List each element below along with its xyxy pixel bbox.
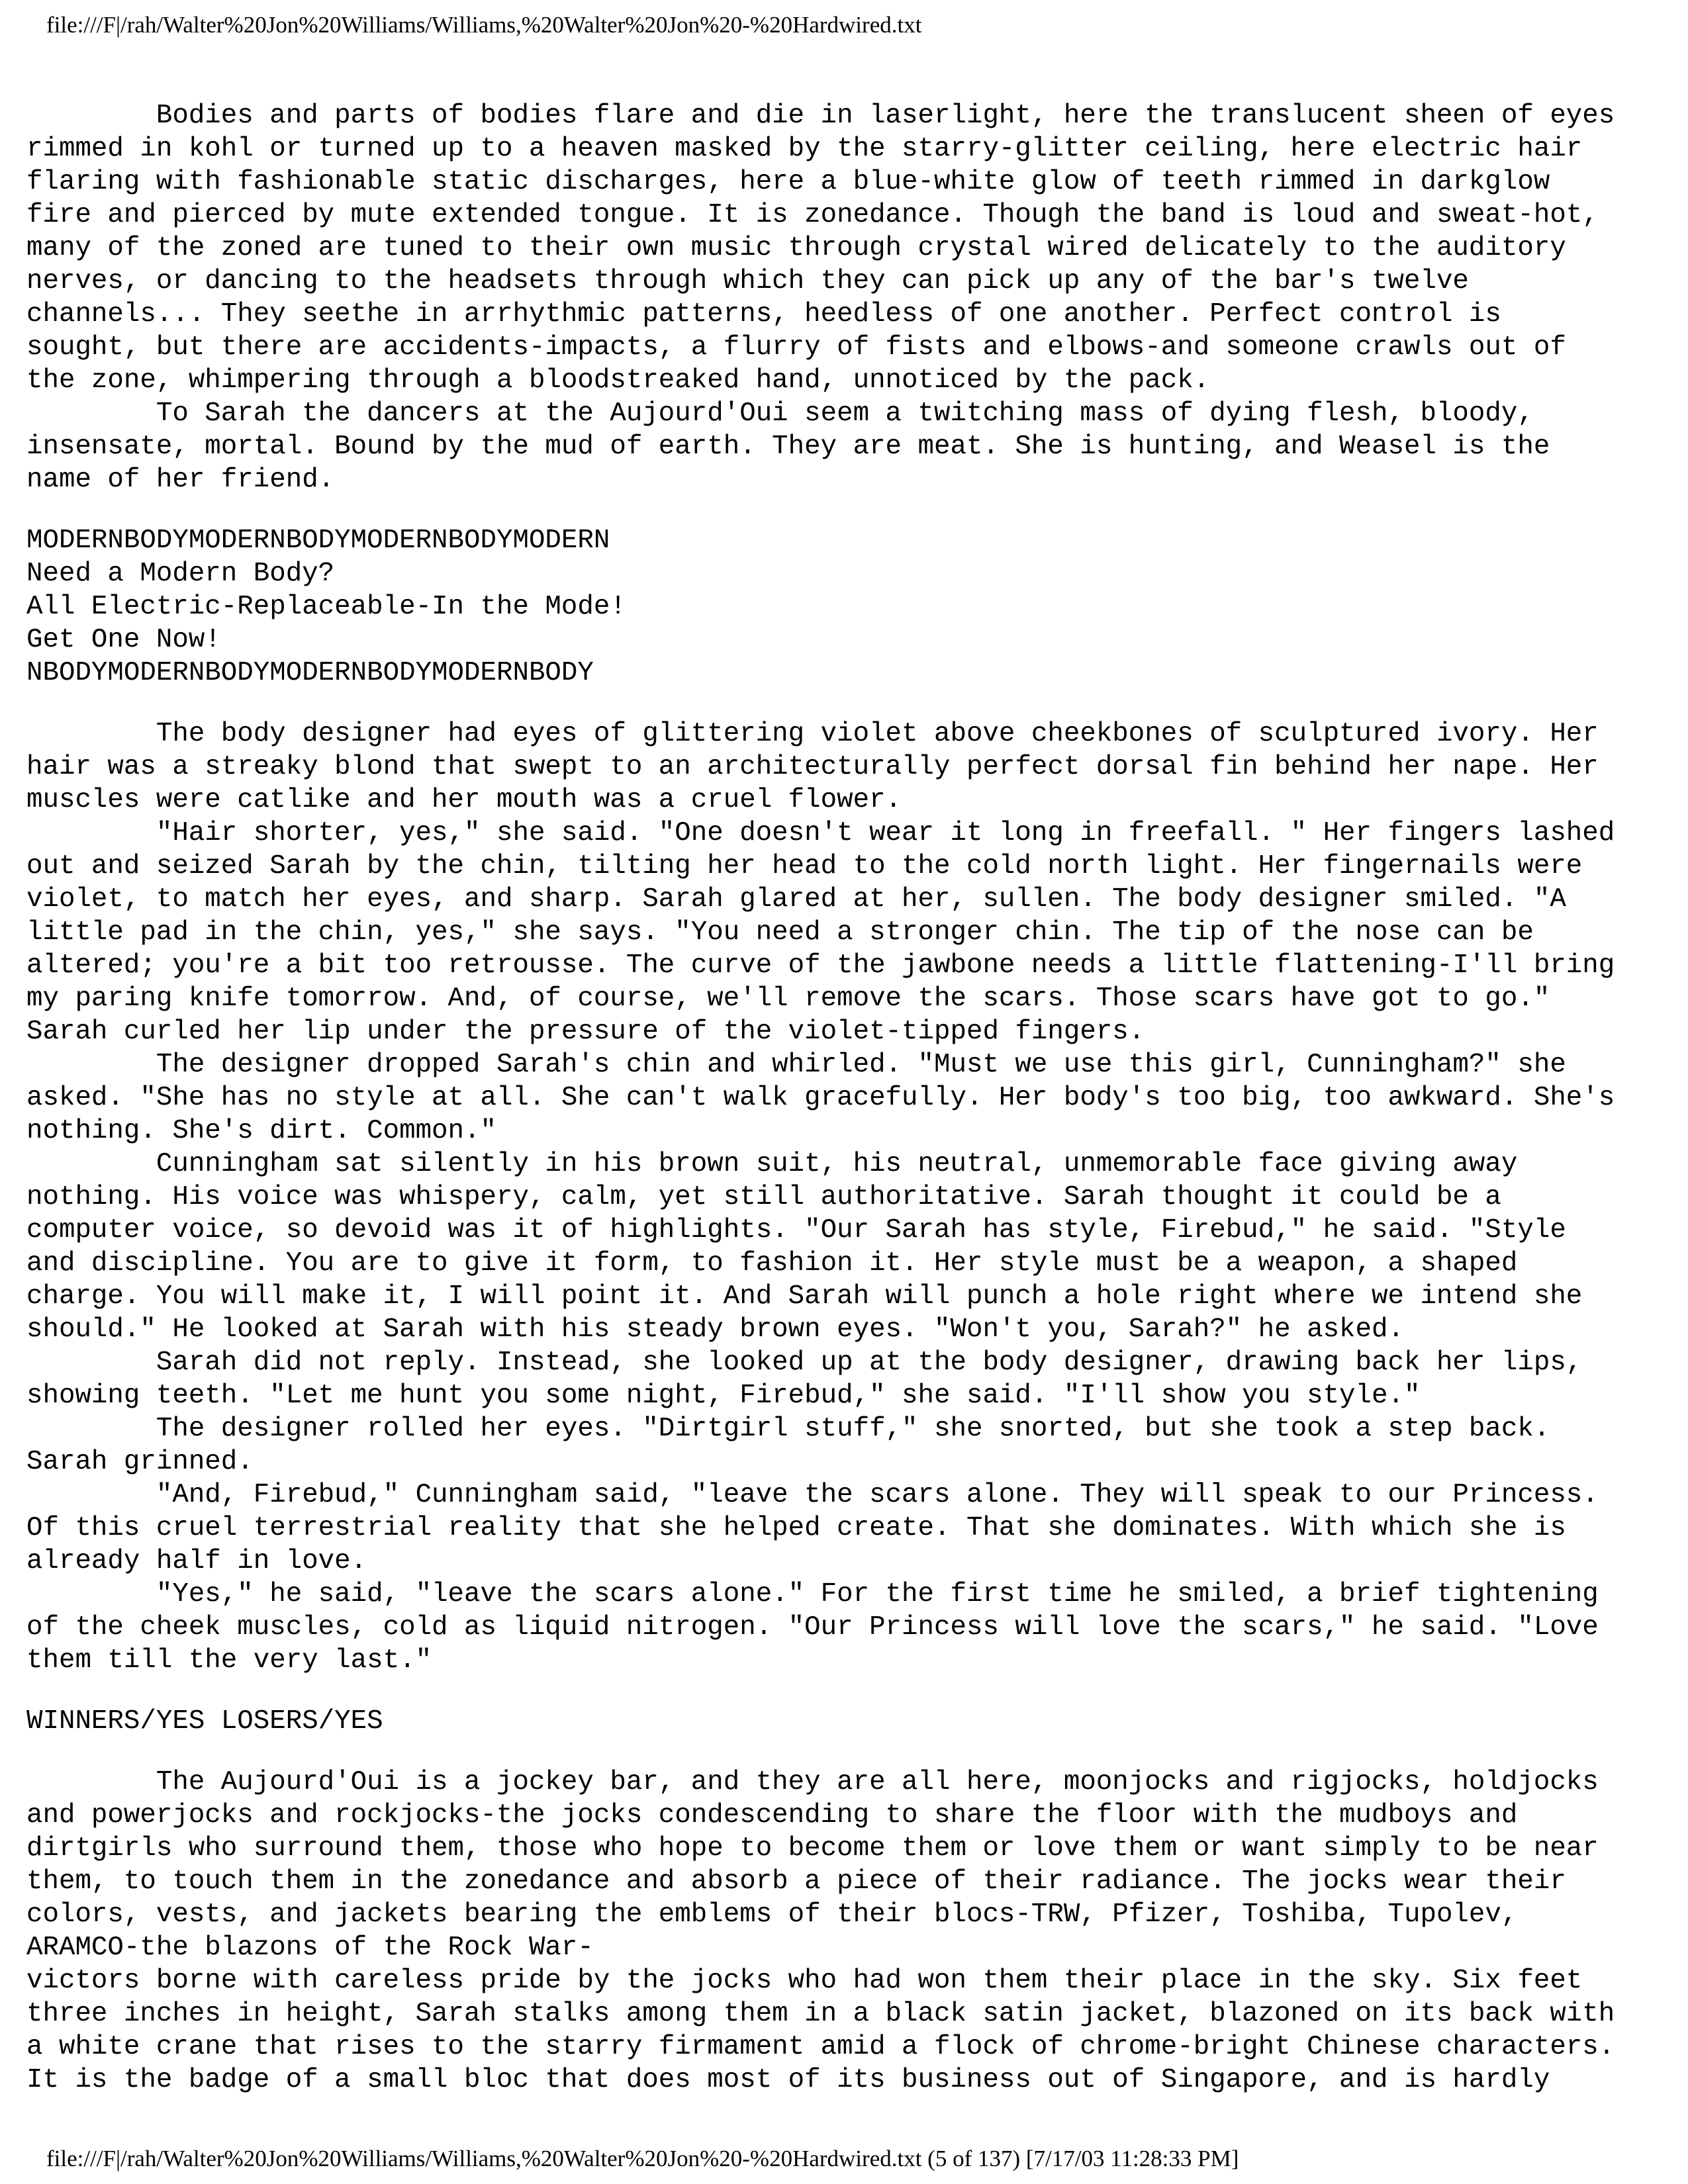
text-line: them, to touch them in the zonedance and absorb a piece of their radiance. The jocks wear their — [26, 1866, 1566, 1897]
text-line: The designer dropped Sarah's chin and whirled. "Must we use this girl, Cunningham?" she — [26, 1050, 1566, 1080]
text-line: flaring with fashionable static discharges, here a blue-white glow of teeth rimmed in darkglow — [26, 167, 1550, 197]
text-line: Need a Modern Body? — [26, 559, 335, 589]
text-line: MODERNBODYMODERNBODYMODERNBODYMODERN — [26, 525, 610, 556]
text-line: Bodies and parts of bodies flare and die in laserlight, here the translucent sheen of eyes — [26, 101, 1615, 131]
text-block — [26, 717, 1668, 1677]
text-line: showing teeth. "Let me hunt you some night, Firebud," she said. "I'll show you style." — [26, 1381, 1421, 1411]
text-line: asked. "She has no style at all. She can't walk gracefully. Her body's too big, too awkward. She's — [26, 1083, 1615, 1113]
text-line: out and seized Sarah by the chin, tilting her head to the cold north light. Her fingernails were — [26, 851, 1583, 882]
text-line: altered; you're a bit too retrousse. The curve of the jawbone needs a little flattening-I'll bring — [26, 950, 1615, 981]
text-line: nothing. His voice was whispery, calm, yet still authoritative. Sarah thought it could be a — [26, 1182, 1501, 1212]
text-line: and powerjocks and rockjocks-the jocks condescending to share the floor with the mudboys and — [26, 1800, 1518, 1831]
text-line: muscles were catlike and her mouth was a cruel flower. — [26, 785, 902, 815]
text-line: The body designer had eyes of glittering violet above cheekbones of sculptured ivory. Her — [26, 719, 1599, 749]
text-line: Sarah grinned. — [26, 1447, 254, 1477]
text-line: The Aujourd'Oui is a jockey bar, and they are all here, moonjocks and rigjocks, holdjocks — [26, 1767, 1599, 1797]
text-line: The designer rolled her eyes. "Dirtgirl stuff," she snorted, but she took a step back. — [26, 1414, 1550, 1444]
text-line: nothing. She's dirt. Common." — [26, 1116, 496, 1146]
text-line: fire and pierced by mute extended tongue. It is zonedance. Though the band is loud and sweat-hot, — [26, 200, 1599, 230]
paragraph-gap — [26, 1677, 1668, 1705]
paragraph-gap — [26, 1738, 1668, 1766]
text-line: sought, but there are accidents-impacts, a flurry of fists and elbows-and someone crawls out of — [26, 332, 1566, 363]
paragraph-gap — [26, 690, 1668, 717]
text-line: little pad in the chin, yes," she says. "You need a stronger chin. The tip of the nose can be — [26, 917, 1534, 948]
text-line: Sarah did not reply. Instead, she looked up at the body designer, drawing back her lips, — [26, 1347, 1583, 1378]
text-line: of the cheek muscles, cold as liquid nitrogen. "Our Princess will love the scars," he said. "Love — [26, 1612, 1599, 1643]
text-line: Cunningham sat silently in his brown suit, his neutral, unmemorable face giving away — [26, 1149, 1518, 1179]
text-line: already half in love. — [26, 1546, 367, 1576]
text-line: hair was a streaky blond that swept to an architecturally perfect dorsal fin behind her nape. Her — [26, 752, 1599, 782]
text-line: charge. You will make it, I will point it. And Sarah will punch a hole right where we intend she — [26, 1281, 1583, 1312]
text-line: rimmed in kohl or turned up to a heaven masked by the starry-glitter ceiling, here electric hair — [26, 134, 1583, 164]
text-line: Sarah curled her lip under the pressure of the violet-tipped fingers. — [26, 1017, 1145, 1047]
text-line: the zone, whimpering through a bloodstreaked hand, unnoticed by the pack. — [26, 365, 1210, 396]
text-line: channels... They seethe in arrhythmic patterns, heedless of one another. Perfect control is — [26, 299, 1501, 330]
text-line: should." He looked at Sarah with his steady brown eyes. "Won't you, Sarah?" he asked. — [26, 1314, 1404, 1345]
text-line: "And, Firebud," Cunningham said, "leave the scars alone. They will speak to our Princess. — [26, 1480, 1599, 1510]
text-line: computer voice, so devoid was it of highlights. "Our Sarah has style, Firebud," he said. "Style — [26, 1215, 1566, 1246]
text-line: my paring knife tomorrow. And, of course, we'll remove the scars. Those scars have got to go." — [26, 983, 1550, 1014]
text-line: violet, to match her eyes, and sharp. Sarah glared at her, sullen. The body designer smiled. "A — [26, 884, 1566, 915]
text-line: dirtgirls who surround them, those who hope to become them or love them or want simply to be near — [26, 1833, 1599, 1864]
text-line: To Sarah the dancers at the Aujourd'Oui seem a twitching mass of dying flesh, bloody, — [26, 398, 1534, 429]
text-line: It is the badge of a small bloc that does most of its business out of Singapore, and is hardly — [26, 2065, 1550, 2095]
page-header-url: file:///F|/rah/Walter%20Jon%20Williams/Williams,%20Walter%20Jon%20-%20Hardwired.txt — [46, 12, 922, 38]
paragraph-gap — [26, 496, 1668, 524]
text-line: Get One Now! — [26, 625, 221, 655]
text-block — [26, 524, 1668, 690]
text-line: All Electric-Replaceable-In the Mode! — [26, 592, 626, 622]
text-line: them till the very last." — [26, 1645, 432, 1676]
text-line: colors, vests, and jackets bearing the emblems of their blocs-TRW, Pfizer, Toshiba, Tupolev, — [26, 1899, 1518, 1930]
text-line: Of this cruel terrestrial reality that she helped create. That she dominates. With which she is — [26, 1513, 1566, 1543]
text-line: NBODYMODERNBODYMODERNBODYMODERNBODY — [26, 658, 594, 688]
text-line: "Hair shorter, yes," she said. "One doesn't wear it long in freefall. " Her fingers lashed — [26, 818, 1615, 848]
page-footer-url: file:///F|/rah/Walter%20Jon%20Williams/Williams,%20Walter%20Jon%20-%20Hardwired.txt (5 of 137) [7/17/03 11:28:33 PM] — [46, 2146, 1239, 2171]
text-line: victors borne with careless pride by the jocks who had won them their place in the sky. Six feet — [26, 1966, 1583, 1996]
text-line: and discipline. You are to give it form, to fashion it. Her style must be a weapon, a shaped — [26, 1248, 1518, 1279]
text-block — [26, 99, 1668, 496]
text-block — [26, 1705, 1668, 1738]
text-line: insensate, mortal. Bound by the mud of earth. They are meat. She is hunting, and Weasel is the — [26, 432, 1550, 462]
text-line: three inches in height, Sarah stalks among them in a black satin jacket, blazoned on its back with — [26, 1999, 1615, 2029]
text-line: name of her friend. — [26, 465, 335, 495]
text-line: "Yes," he said, "leave the scars alone." For the first time he smiled, a brief tightening — [26, 1579, 1599, 1610]
document-body — [26, 99, 1668, 2097]
text-line: ARAMCO-the blazons of the Rock War- — [26, 1933, 594, 1963]
text-line: WINNERS/YES LOSERS/YES — [26, 1706, 383, 1737]
text-line: many of the zoned are tuned to their own music through crystal wired delicately to the auditory — [26, 233, 1566, 263]
text-line: nerves, or dancing to the headsets through which they can pick up any of the bar's twelve — [26, 266, 1469, 296]
text-line: a white crane that rises to the starry firmament amid a flock of chrome-bright Chinese characters. — [26, 2032, 1615, 2062]
text-block — [26, 1766, 1668, 2097]
